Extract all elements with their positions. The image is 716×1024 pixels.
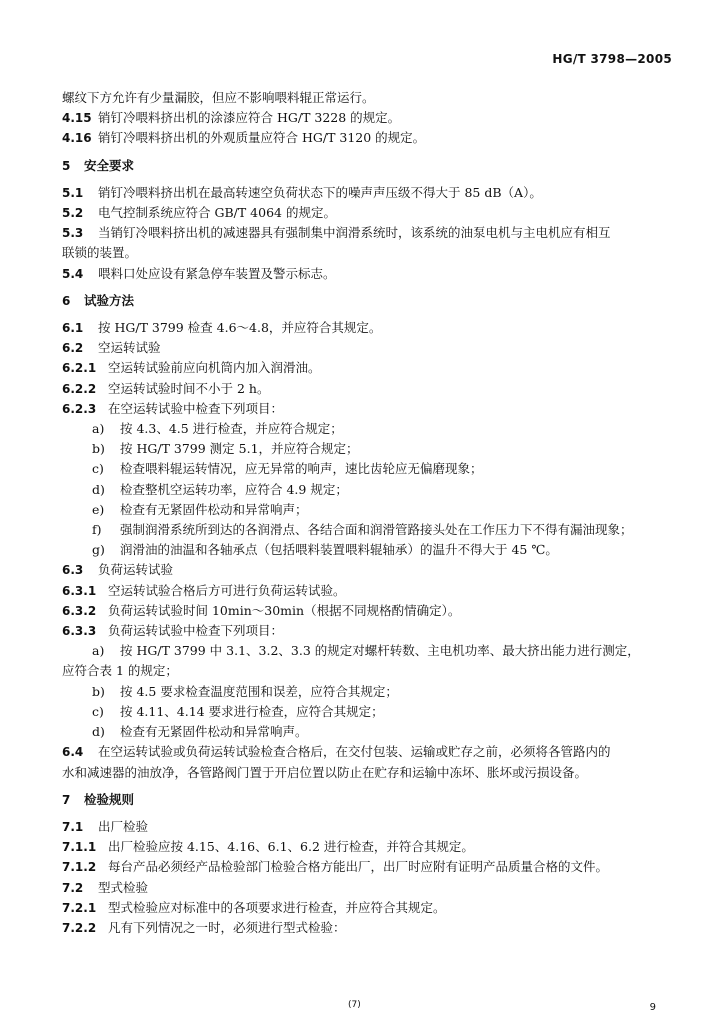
clause-text: 凡有下列情况之一时，必须进行型式检验： [108,919,346,935]
clause [62,581,672,601]
item-label: d) [92,481,105,497]
clause [62,857,672,877]
clause-number: 7 [62,792,71,807]
clause-text: 检验规则 [84,791,135,807]
clause [62,203,672,223]
clause-number: 6.2.2 [62,381,97,396]
list-item [62,641,672,661]
clause-text: 当销钉冷喂料挤出机的减速器具有强制集中润滑系统时，该系统的油泵电机与主电机应有相互 [98,225,611,241]
clause-text: 型式检验 [98,879,149,895]
clause-text: 检查喂料辊运转情况，应无异常的响声，速比齿轮应无偏磨现象； [120,461,483,477]
item-label: a) [92,643,105,659]
clause [62,128,672,148]
list-item [62,480,672,500]
clause [62,918,672,938]
clause-text: 按 HG/T 3799 中 3.1、3.2、3.3 的规定对螺杆转数、主电机功率、最大挤出能力进行测定， [120,643,640,659]
clause-number: 5.3 [62,226,84,241]
clause [62,183,672,203]
clause [62,837,672,857]
clause [62,621,672,641]
clause [62,358,672,378]
clause-number: 5.1 [62,185,84,200]
clause [62,560,672,580]
clause-number: 7.2.2 [62,920,97,935]
list-item [62,500,672,520]
list-item [62,722,672,742]
clause-number: 6.4 [62,745,84,760]
clause-text: 检查有无紧固件松动和异常响声。 [120,724,308,740]
clause-text: 螺纹下方允许有少量漏胶，但应不影响喂料辊正常运行。 [62,90,375,105]
clause-number: 4.16 [62,131,92,146]
page-number: 9 [649,1002,656,1013]
clause-number: 7.1.2 [62,860,97,875]
clause-number: 6.2 [62,341,84,356]
clause-number: 5 [62,158,71,173]
clause [62,817,672,837]
item-label: b) [92,683,105,699]
clause [62,264,672,284]
paragraph-continuation [62,243,672,263]
clause-text: 空运转试验合格后方可进行负荷运转试验。 [108,582,346,598]
clause-number: 6.3.2 [62,603,97,618]
clause-text: 按 4.11、4.14 要求进行检查，应符合其规定； [120,703,384,719]
clause [62,601,672,621]
clause-number: 4.15 [62,111,92,126]
item-label: b) [92,441,105,457]
clause [62,742,672,762]
clause-text: 水和减速器的油放净，各管路阀门置于开启位置以防止在贮存和运输中冻坏、胀坏或污损设备。 [62,764,588,780]
section-heading [62,790,672,810]
clause-text: 负荷运转试验中检查下列项目： [108,623,284,639]
clause-text: 型式检验应对标准中的各项要求进行检查，并应符合其规定。 [108,899,446,915]
paragraph-continuation [62,88,672,108]
list-item [62,419,672,439]
clause-text: 应符合表 1 的规定； [62,663,178,679]
clause-text: 按 4.3、4.5 进行检查，并应符合规定； [120,421,343,437]
clause-text: 试验方法 [84,292,135,308]
clause-text: 负荷运转试验 [98,562,174,578]
item-label: c) [92,703,104,719]
clause-number: 5.2 [62,206,84,221]
section-heading [62,156,672,176]
clause-text: 按 HG/T 3799 测定 5.1，并应符合规定； [120,441,359,457]
clause-text: 按 4.5 要求检查温度范围和误差，应符合其规定； [120,683,398,699]
clause [62,108,672,128]
clause [62,379,672,399]
section-heading [62,291,672,311]
clause [62,399,672,419]
paragraph-continuation [62,661,672,681]
clause-text: 在空运转试验中检查下列项目： [108,400,284,416]
clause-text: 强制润滑系统所到达的各润滑点、各结合面和润滑管路接头处在工作压力下不得有漏油现象； [120,522,633,538]
clause-number: 6 [62,293,71,308]
list-item [62,520,672,540]
clause-number: 7.1.1 [62,840,97,855]
clause-number: 6.1 [62,321,84,336]
clause-text: 按 HG/T 3799 检查 4.6～4.8，并应符合其规定。 [98,320,382,336]
list-item [62,439,672,459]
item-label: c) [92,461,104,477]
clause-text: 在空运转试验或负荷运转试验检查合格后，在交付包装、运输或贮存之前，必须将各管路内的 [98,744,611,760]
clause-text: 出厂检验应按 4.15、4.16、6.1、6.2 进行检查，并符合其规定。 [108,839,474,855]
clause [62,318,672,338]
clause-text: 润滑油的油温和各轴承点（包括喂料装置喂料辊轴承）的温升不得大于 45 ℃。 [120,542,558,558]
document-code-header: HG/T 3798—2005 [552,52,672,66]
clause [62,898,672,918]
clause [62,338,672,358]
clause-text: 电气控制系统应符合 GB/T 4064 的规定。 [98,205,336,221]
list-item [62,682,672,702]
clause-number: 6.2.3 [62,401,97,416]
clause-text: 空运转试验时间不小于 2 h。 [108,380,270,396]
item-label: f) [92,522,102,538]
list-item [62,540,672,560]
clause-text: 销钉冷喂料挤出机的外观质量应符合 HG/T 3120 的规定。 [98,130,426,146]
clause-number: 7.2 [62,880,84,895]
clause-number: 7.1 [62,819,84,834]
footer-marker: (7) [348,1000,361,1010]
clause-text: 每台产品必须经产品检验部门检验合格方能出厂，出厂时应附有证明产品质量合格的文件。 [108,859,609,875]
item-label: a) [92,421,105,437]
item-label: d) [92,724,105,740]
clause-text: 出厂检验 [98,818,149,834]
clause-number: 7.2.1 [62,900,97,915]
clause-text: 空运转试验 [98,340,161,356]
clause-text: 安全要求 [84,157,135,173]
item-label: g) [92,542,105,558]
document-body [62,88,672,938]
clause-text: 销钉冷喂料挤出机的涂漆应符合 HG/T 3228 的规定。 [98,110,401,126]
clause-text: 销钉冷喂料挤出机在最高转速空负荷状态下的噪声声压级不得大于 85 dB（A）。 [98,184,542,200]
clause [62,878,672,898]
clause-text: 喂料口处应设有紧急停车装置及警示标志。 [98,265,336,281]
clause-text: 联锁的装置。 [62,245,138,261]
clause-text: 负荷运转试验时间 10min～30min（根据不同规格酌情确定）。 [108,602,461,618]
clause-number: 6.2.1 [62,361,97,376]
item-label: e) [92,501,105,517]
clause-text: 检查整机空运转功率，应符合 4.9 规定； [120,481,348,497]
clause [62,223,672,243]
list-item [62,459,672,479]
clause-number: 6.3.1 [62,583,97,598]
clause-text: 检查有无紧固件松动和异常响声； [120,501,308,517]
clause-number: 6.3.3 [62,624,97,639]
clause-number: 6.3 [62,563,84,578]
list-item [62,702,672,722]
paragraph-continuation [62,763,672,783]
clause-text: 空运转试验前应向机筒内加入润滑油。 [108,360,321,376]
clause-number: 5.4 [62,266,84,281]
